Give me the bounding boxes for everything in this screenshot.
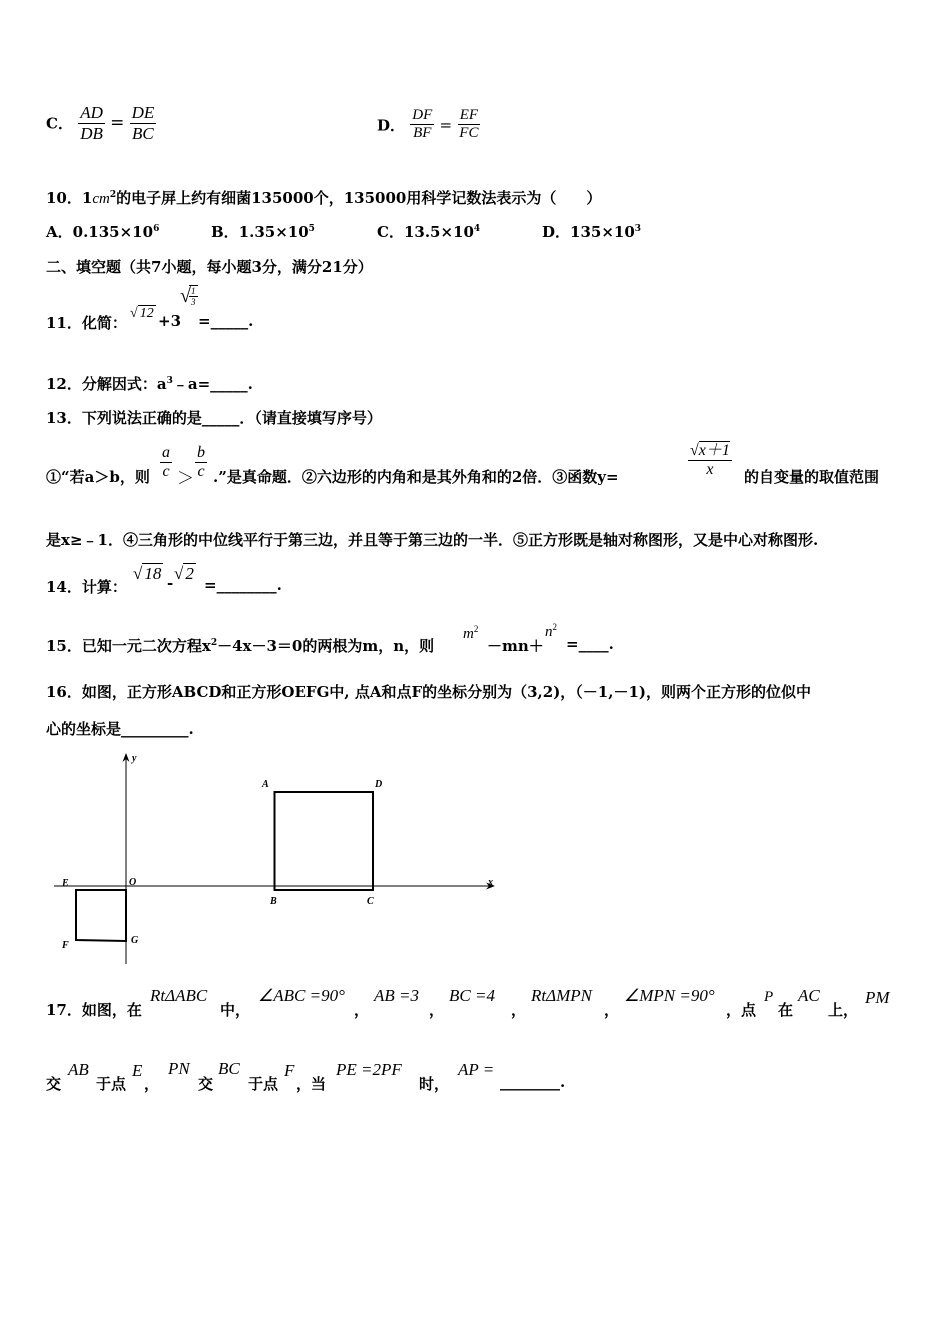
q17-line1 xyxy=(46,982,926,1022)
q9-option-d xyxy=(377,107,480,143)
equals-sign: = xyxy=(110,113,125,134)
sqrt-expression: √ 18 xyxy=(133,564,162,583)
q9-option-c xyxy=(46,103,156,143)
answer-blank: ________. xyxy=(500,1073,566,1091)
unit-text: cm xyxy=(92,191,110,207)
radicand: 18 xyxy=(144,564,162,583)
triangle-abc: RtΔABC xyxy=(150,986,208,1005)
sqrt-expression: √ 2 xyxy=(174,564,194,583)
unit-exponent: 2 xyxy=(109,190,117,200)
exponent: 2 xyxy=(210,638,218,648)
comma: ， xyxy=(144,1075,160,1093)
q12-suffix: ﹣a=_____. xyxy=(172,375,253,393)
q17-zhong: 中， xyxy=(220,1001,251,1019)
segment-bc: BC xyxy=(218,1059,240,1078)
n-squared xyxy=(545,622,557,641)
option-exponent: 5 xyxy=(308,224,315,234)
denominator: BC xyxy=(132,123,154,143)
option-exponent: 6 xyxy=(153,224,160,234)
q15-prefix: 15．已知一元二次方程x xyxy=(46,637,211,655)
q17-shi: 时， xyxy=(419,1075,450,1093)
denominator: DB xyxy=(80,123,103,143)
numerator: DE xyxy=(131,103,155,122)
q15-mid: －mn＋ xyxy=(487,637,544,655)
q10-stem xyxy=(46,187,601,208)
q17-prefix: 17．如图，在 xyxy=(46,1001,142,1019)
fraction xyxy=(195,444,207,482)
sqrt-sign: √ xyxy=(690,442,699,459)
q13-line2: 是x≥﹣1．④三角形的中位线平行于第三边，并且等于第三边的一半．⑤正方形既是轴对称图形，又是中心对称图形. xyxy=(46,531,819,549)
ap-expression: AP = xyxy=(458,1060,495,1079)
exponent: 2 xyxy=(552,622,557,632)
q10-text: 的电子屏上约有细菌135000个，135000用科学记数法表示为（ ） xyxy=(116,189,602,207)
point-f: F xyxy=(284,1061,295,1080)
angle-mpn: ∠MPN =90° xyxy=(624,986,715,1005)
segment-ac: AC xyxy=(798,986,820,1005)
m-squared xyxy=(463,624,478,643)
option-exponent: 3 xyxy=(634,224,642,234)
denominator: BF xyxy=(413,125,432,142)
segment-ab: AB xyxy=(68,1060,89,1079)
q12-prefix: 12．分解因式：a xyxy=(46,375,167,393)
sqrt-fraction-expression: √ xyxy=(180,285,191,307)
q10-option-c xyxy=(377,221,480,242)
var-n: n xyxy=(545,624,553,640)
sqrt-expression: √ 12 xyxy=(130,306,154,321)
q11-prefix: 11．化简： xyxy=(46,314,127,332)
q12 xyxy=(46,373,253,394)
q10-prefix: 10．1 xyxy=(46,189,93,207)
triangle-mpn: RtΔMPN xyxy=(531,986,592,1005)
radicand: 12 xyxy=(139,306,154,321)
point-c-label: C xyxy=(367,896,374,907)
q17-yudian1: 于点 xyxy=(96,1075,127,1093)
q11-suffix: =_____. xyxy=(198,312,254,330)
exponent: 2 xyxy=(473,624,479,634)
q17-jiao1: 交 xyxy=(46,1075,62,1093)
comma: ， xyxy=(429,1001,445,1019)
q13-title: 13．下列说法正确的是_____．（请直接填写序号） xyxy=(46,409,382,427)
denominator: c xyxy=(197,463,205,481)
exponent: 3 xyxy=(166,376,173,386)
function-fraction xyxy=(688,442,732,480)
q13-text-c: 的自变量的取值范围 xyxy=(744,468,880,486)
option-label: B．1.35×10 xyxy=(211,223,309,241)
q13-text-b: .”是真命题．②六边形的内角和是其外角和的2倍．③函数y= xyxy=(213,468,619,486)
fraction xyxy=(130,103,157,143)
bc-length: BC =4 xyxy=(449,986,495,1005)
point-a-label: A xyxy=(262,779,269,790)
point-d-label: D xyxy=(375,779,383,790)
square-abcd xyxy=(275,792,374,890)
fraction xyxy=(410,107,434,143)
point-e: E xyxy=(132,1061,143,1080)
radicand: 2 xyxy=(185,564,194,583)
radicand: x＋1 xyxy=(698,442,730,459)
numerator: EF xyxy=(458,107,480,125)
q9-option-d-label: D． xyxy=(377,116,406,135)
section-title: 二、填空题（共7小题，每小题3分，满分21分） xyxy=(46,258,373,276)
comma: ， xyxy=(511,1001,527,1019)
q9-option-c-label: C． xyxy=(46,114,73,133)
q17-jiao2: 交 xyxy=(198,1075,214,1093)
q15-text xyxy=(46,635,434,656)
point-g-label: G xyxy=(131,935,139,946)
q14-suffix: =________. xyxy=(204,576,282,594)
condition: PE =2PF xyxy=(336,1060,402,1079)
equals-sign: = xyxy=(439,115,453,134)
q15-body: －4x－3＝0的两根为m，n，则 xyxy=(217,637,435,655)
segment-pm: PM xyxy=(865,988,890,1007)
q17-line2 xyxy=(46,1056,926,1096)
minus-sign: - xyxy=(167,574,174,592)
numerator xyxy=(688,442,732,461)
numerator: a xyxy=(160,444,172,463)
square-oefg xyxy=(76,890,126,941)
option-label: C．13.5×10 xyxy=(377,223,474,241)
segment-pn: PN xyxy=(168,1059,190,1078)
denominator: FC xyxy=(459,125,479,142)
q17-yudian2: 于点 xyxy=(248,1075,279,1093)
q17-shang: 上， xyxy=(828,1001,859,1019)
option-label: A．0.135×10 xyxy=(46,223,154,241)
point-e-label: E xyxy=(62,878,69,889)
q17-dang: ，当 xyxy=(296,1075,327,1093)
denominator: c xyxy=(162,463,170,481)
comma: ， xyxy=(604,1001,620,1019)
q10-option-b xyxy=(211,221,315,242)
angle-abc: ∠ABC =90° xyxy=(258,986,345,1005)
coordinate-figure xyxy=(45,750,505,970)
comma: ， xyxy=(354,1001,370,1019)
q16-line1: 16．如图，正方形ABCD和正方形OEFG中, 点A和点F的坐标分别为（3,2)，（－1,－1)，则两个正方形的位似中 xyxy=(46,683,811,701)
denominator: 3 xyxy=(191,297,196,308)
var-m: m xyxy=(463,626,474,642)
greater-than: ＞ xyxy=(177,469,194,489)
q11-plus: +3 xyxy=(158,312,182,330)
q14-prefix: 14．计算： xyxy=(46,578,127,596)
fraction xyxy=(189,285,198,308)
point-b-label: B xyxy=(270,896,277,907)
numerator: b xyxy=(195,444,207,463)
numerator: AD xyxy=(80,103,103,122)
numerator: 1 xyxy=(191,286,196,296)
q17-dian: ，点 xyxy=(726,1001,757,1019)
point-p: P xyxy=(764,989,774,1005)
q10-option-a xyxy=(46,221,159,242)
option-label: D．135×10 xyxy=(542,223,635,241)
point-f-label: F xyxy=(62,940,69,951)
y-label: y xyxy=(132,753,137,764)
fraction xyxy=(160,444,172,482)
q16-line2: 心的坐标是_________. xyxy=(46,720,194,738)
numerator: DF xyxy=(410,107,434,125)
q15-suffix: =____. xyxy=(566,635,614,653)
x-label: x xyxy=(488,877,493,888)
fraction xyxy=(78,103,105,143)
fraction xyxy=(457,107,480,143)
option-exponent: 4 xyxy=(473,224,481,234)
point-o-label: O xyxy=(129,877,137,888)
q10-option-d xyxy=(542,221,641,242)
ab-length: AB =3 xyxy=(374,986,419,1005)
q17-zai: 在 xyxy=(778,1001,794,1019)
denominator: x xyxy=(706,461,714,479)
q13-text-a: ①“若a＞b，则 xyxy=(46,468,150,486)
